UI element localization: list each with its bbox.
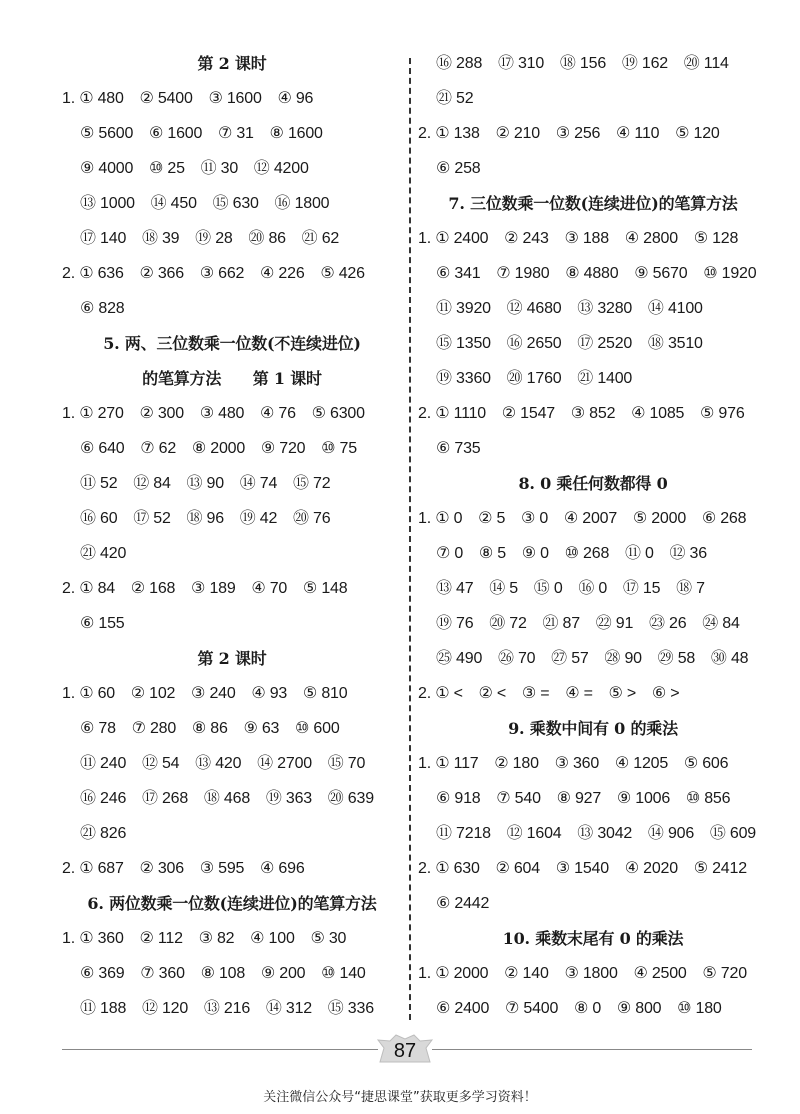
- answer-line: ⑥ 2442: [436, 895, 490, 912]
- answer-line: 1. ① 117 ② 180 ③ 360 ④ 1205 ⑤ 606: [418, 755, 729, 772]
- section-heading: 第 2 课时: [197, 54, 267, 73]
- answer-line: ⑦ 0 ⑧ 5 ⑨ 0 ⑩ 268 ⑪ 0 ⑫ 36: [436, 545, 707, 562]
- answer-line: ⑨ 4000 ⑩ 25 ⑪ 30 ⑫ 4200: [80, 160, 309, 177]
- answer-line: 1. ① 480 ② 5400 ③ 1600 ④ 96: [62, 90, 314, 107]
- answer-line: ⑥ 155: [80, 615, 125, 632]
- section-heading: 的笔算方法 第 1 课时: [142, 369, 322, 388]
- answer-line: ⑪ 7218 ⑫ 1604 ⑬ 3042 ⑭ 906 ⑮ 609: [436, 825, 756, 842]
- answer-line: 1. ① 0 ② 5 ③ 0 ④ 2007 ⑤ 2000 ⑥ 268: [418, 510, 747, 527]
- answer-line: ⑲ 76 ⑳ 72 ㉑ 87 ㉒ 91 ㉓ 26 ㉔ 84: [436, 615, 740, 632]
- answer-line: ⑰ 140 ⑱ 39 ⑲ 28 ⑳ 86 ㉑ 62: [80, 230, 340, 247]
- section-heading: 10. 乘数末尾有 0 的乘法: [502, 929, 684, 948]
- answer-line: 2. ① 84 ② 168 ③ 189 ④ 70 ⑤ 148: [62, 580, 348, 597]
- answer-line: ⑪ 188 ⑫ 120 ⑬ 216 ⑭ 312 ⑮ 336: [80, 1000, 374, 1017]
- footer-rule-right: [432, 1049, 752, 1050]
- section-heading: 8. 0 乘任何数都得 0: [518, 474, 668, 493]
- answer-line: 1. ① 2400 ② 243 ③ 188 ④ 2800 ⑤ 128: [418, 230, 739, 247]
- answer-line: ⑥ 341 ⑦ 1980 ⑧ 4880 ⑨ 5670 ⑩ 1920: [436, 265, 757, 282]
- column-divider: [409, 58, 411, 1020]
- answer-line: ⑤ 5600 ⑥ 1600 ⑦ 31 ⑧ 1600: [80, 125, 323, 142]
- answer-line: ⑯ 60 ⑰ 52 ⑱ 96 ⑲ 42 ⑳ 76: [80, 510, 331, 527]
- page-number-badge: [374, 1032, 436, 1068]
- answer-line: ⑬ 47 ⑭ 5 ⑮ 0 ⑯ 0 ⑰ 15 ⑱ 7: [436, 580, 705, 597]
- answer-line: 2. ① < ② < ③ = ④ = ⑤ > ⑥ >: [418, 685, 680, 702]
- section-heading: 5. 两、三位数乘一位数(不连续进位): [103, 334, 361, 353]
- left-answer-column: [62, 46, 402, 1026]
- right-answer-column: [418, 46, 768, 1026]
- answer-line: 1. ① 2000 ② 140 ③ 1800 ④ 2500 ⑤ 720: [418, 965, 747, 982]
- answer-line: ⑪ 52 ⑫ 84 ⑬ 90 ⑭ 74 ⑮ 72: [80, 475, 331, 492]
- page-number: 87: [393, 1040, 417, 1062]
- answer-line: ⑥ 2400 ⑦ 5400 ⑧ 0 ⑨ 800 ⑩ 180: [436, 1000, 722, 1017]
- answer-line: ㉕ 490 ㉖ 70 ㉗ 57 ㉘ 90 ㉙ 58 ㉚ 48: [436, 650, 749, 667]
- answer-line: 2. ① 1110 ② 1547 ③ 852 ④ 1085 ⑤ 976: [418, 405, 745, 422]
- answer-line: ⑥ 369 ⑦ 360 ⑧ 108 ⑨ 200 ⑩ 140: [80, 965, 366, 982]
- answer-line: ㉑ 52: [436, 90, 474, 107]
- answer-line: ⑬ 1000 ⑭ 450 ⑮ 630 ⑯ 1800: [80, 195, 330, 212]
- answer-line: 1. ① 360 ② 112 ③ 82 ④ 100 ⑤ 30: [62, 930, 347, 947]
- section-heading: 6. 两位数乘一位数(连续进位)的笔算方法: [87, 894, 377, 913]
- answer-line: ⑥ 640 ⑦ 62 ⑧ 2000 ⑨ 720 ⑩ 75: [80, 440, 357, 457]
- answer-line: ⑯ 246 ⑰ 268 ⑱ 468 ⑲ 363 ⑳ 639: [80, 790, 374, 807]
- answer-line: ⑥ 258: [436, 160, 481, 177]
- answer-line: ⑲ 3360 ⑳ 1760 ㉑ 1400: [436, 370, 633, 387]
- answer-line: ⑥ 735: [436, 440, 481, 457]
- answer-line: 2. ① 138 ② 210 ③ 256 ④ 110 ⑤ 120: [418, 125, 720, 142]
- answer-line: ⑥ 828: [80, 300, 125, 317]
- answer-line: 1. ① 60 ② 102 ③ 240 ④ 93 ⑤ 810: [62, 685, 348, 702]
- answer-line: ⑥ 78 ⑦ 280 ⑧ 86 ⑨ 63 ⑩ 600: [80, 720, 340, 737]
- footer-note: 关注微信公众号“捷思课堂”获取更多学习资料！: [263, 1090, 537, 1105]
- section-heading: 7. 三位数乘一位数(连续进位)的笔算方法: [448, 194, 738, 213]
- section-heading: 9. 乘数中间有 0 的乘法: [508, 719, 678, 738]
- answer-line: ⑯ 288 ⑰ 310 ⑱ 156 ⑲ 162 ⑳ 114: [436, 55, 729, 72]
- answer-line: ㉑ 420: [80, 545, 127, 562]
- answer-line: 2. ① 636 ② 366 ③ 662 ④ 226 ⑤ 426: [62, 265, 365, 282]
- answer-line: ㉑ 826: [80, 825, 127, 842]
- answer-line: 1. ① 270 ② 300 ③ 480 ④ 76 ⑤ 6300: [62, 405, 365, 422]
- answer-line: 2. ① 687 ② 306 ③ 595 ④ 696: [62, 860, 305, 877]
- answer-line: ⑪ 3920 ⑫ 4680 ⑬ 3280 ⑭ 4100: [436, 300, 703, 317]
- answer-line: ⑥ 918 ⑦ 540 ⑧ 927 ⑨ 1006 ⑩ 856: [436, 790, 731, 807]
- section-heading: 第 2 课时: [197, 649, 267, 668]
- answer-line: 2. ① 630 ② 604 ③ 1540 ④ 2020 ⑤ 2412: [418, 860, 747, 877]
- answer-line: ⑮ 1350 ⑯ 2650 ⑰ 2520 ⑱ 3510: [436, 335, 703, 352]
- answer-line: ⑪ 240 ⑫ 54 ⑬ 420 ⑭ 2700 ⑮ 70: [80, 755, 366, 772]
- footer-rule-left: [62, 1049, 378, 1050]
